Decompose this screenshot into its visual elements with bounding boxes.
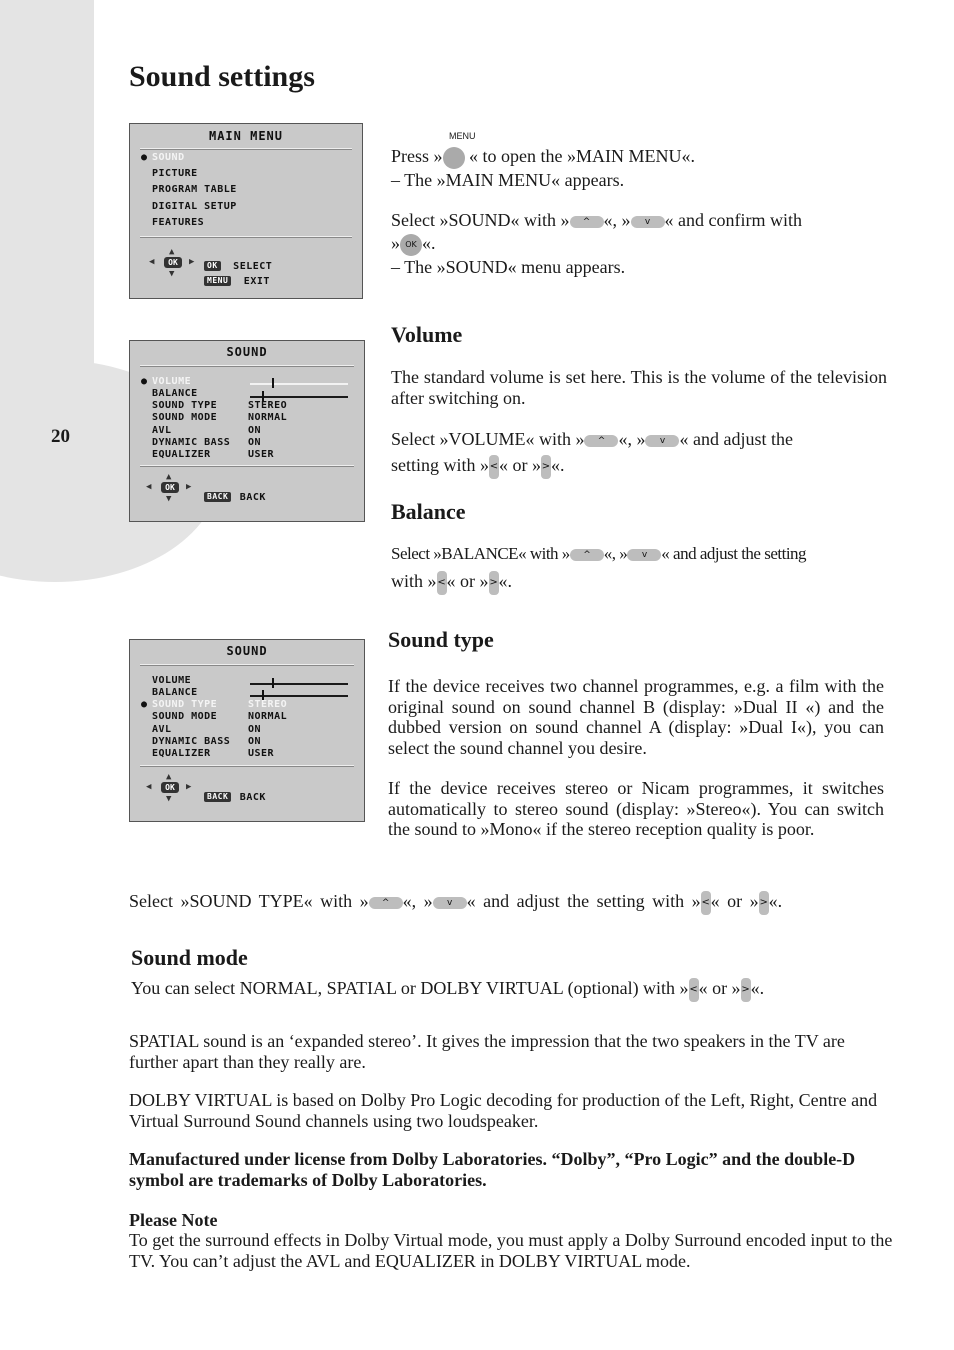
balance-slider: [250, 396, 348, 398]
balance-slider: [250, 695, 348, 697]
menu-item-program-table: PROGRAM TABLE: [152, 184, 237, 195]
right-button-icon: >: [489, 571, 499, 595]
ok-badge: OK: [204, 261, 221, 271]
balance-select: Select »BALANCE« with » ^ «, » v « and adjust the setting: [391, 544, 807, 563]
sound-mode-heading: Sound mode: [131, 945, 248, 970]
sound-item-avl: AVL: [152, 425, 172, 436]
sound-type-value: STEREO: [248, 400, 288, 411]
navigation-pad-icon: ▲ ▼ ◀ ▶ OK: [146, 472, 192, 504]
legend-select: OK SELECT: [204, 261, 272, 272]
dolby-license-text: Manufactured under license from Dolby Laboratories. “Dolby”, “Pro Logic” and the double-D symbol are trademarks of Dolby Laboratories.: [129, 1149, 856, 1190]
sound-type-text-1: If the device receives two channel programmes, e.g. a film with the original sound on sound channel B (display: »Dual II «) and the dubbed version on sound channel A (display: »Dual I«), you can select the sound channel you desire.: [388, 676, 884, 758]
sound-screen-sound-type: [129, 639, 365, 822]
intro-press: Press » « to open the »MAIN MENU«.: [391, 146, 887, 169]
left-button-icon: <: [701, 891, 711, 915]
up-button-icon: ^: [570, 216, 604, 228]
sound-item-balance: BALANCE: [152, 388, 198, 399]
sound-mode-select: You can select NORMAL, SPATIAL or DOLBY VIRTUAL (optional) with »<« or »>«.: [131, 978, 764, 1002]
volume-text: The standard volume is set here. This is the volume of the television after switching on.: [391, 367, 887, 408]
menu-item-picture: PICTURE: [152, 168, 198, 179]
volume-slider: [250, 683, 348, 685]
back-badge: BACK: [204, 792, 231, 802]
intro-appears-main: – The »MAIN MENU« appears.: [391, 170, 625, 190]
dolby-virtual-text: DOLBY VIRTUAL is based on Dolby Pro Logic decoding for production of the Left, Right, Centre and Virtual Surround Sound channels using two loudspeaker.: [129, 1090, 878, 1131]
left-button-icon: <: [689, 978, 699, 1002]
sound-screen-volume: [129, 340, 365, 522]
menu-item-features: FEATURES: [152, 217, 205, 228]
legend-back: BACK BACK: [204, 492, 266, 503]
ok-button-icon: OK: [400, 234, 422, 256]
sound-type-select: Select »SOUND TYPE« with » ^ «, » v « and adjust the setting with »<« or »>«.: [129, 891, 889, 915]
up-button-icon: ^: [369, 897, 403, 909]
selection-dot-icon: ●: [141, 376, 148, 387]
note-heading: Please Note: [129, 1210, 218, 1230]
selection-dot-icon: ●: [141, 699, 148, 710]
main-menu-screen: [129, 123, 363, 299]
sound-item-sound-type: SOUND TYPE: [152, 400, 218, 411]
screen-title: MAIN MENU: [208, 129, 284, 143]
menu-item-sound: SOUND: [152, 152, 185, 163]
sound-mode-value: NORMAL: [248, 412, 288, 423]
screen-title: SOUND: [226, 345, 268, 359]
volume-select: Select »VOLUME« with » ^ «, » v « and adjust the: [391, 429, 793, 449]
legend-exit: MENU EXIT: [204, 276, 270, 287]
note-text: To get the surround effects in Dolby Virtual mode, you must apply a Dolby Surround encoded input to the TV. You can’t adjust the AVL and EQUALIZER in DOLBY VIRTUAL mode.: [129, 1230, 893, 1271]
sound-type-text-2: If the device receives stereo or Nicam programmes, it switches automatically to stereo sound (display: »Stereo«). You can switch the sound to »Mono« if the stereo reception quality is poor.: [388, 778, 884, 839]
sound-item-volume: VOLUME: [152, 376, 192, 387]
down-button-icon: v: [631, 216, 665, 228]
intro-appears-sound: – The »SOUND« menu appears.: [391, 257, 626, 277]
volume-heading: Volume: [391, 322, 463, 347]
navigation-pad-icon: ▲ ▼ ◀ ▶ OK: [146, 772, 192, 804]
equalizer-value: USER: [248, 748, 275, 759]
dynamic-bass-value: ON: [248, 736, 262, 747]
intro-select: Select »SOUND« with » ^ «, » v « and confirm with: [391, 210, 802, 230]
avl-value: ON: [248, 425, 262, 436]
navigation-pad-icon: ▲ ▼ ◀ ▶ OK: [149, 247, 195, 279]
avl-value: ON: [248, 724, 262, 735]
selection-dot-icon: ●: [141, 152, 148, 163]
sound-item-sound-type: SOUND TYPE: [152, 699, 218, 710]
intro-confirm: » OK «.: [391, 233, 436, 256]
right-button-icon: >: [541, 455, 551, 479]
left-button-icon: <: [489, 455, 499, 479]
menu-item-digital-setup: DIGITAL SETUP: [152, 201, 237, 212]
right-button-icon: >: [741, 978, 751, 1002]
screen-title: SOUND: [226, 644, 268, 658]
sound-item-dynamic-bass: DYNAMIC BASS: [152, 736, 231, 747]
side-tab: [0, 0, 94, 402]
sound-mode-value: NORMAL: [248, 711, 288, 722]
dynamic-bass-value: ON: [248, 437, 262, 448]
sound-item-sound-mode: SOUND MODE: [152, 412, 218, 423]
menu-badge: MENU: [204, 276, 231, 286]
sound-type-heading: Sound type: [388, 627, 494, 652]
sound-type-value: STEREO: [248, 699, 288, 710]
volume-slider: [250, 383, 348, 385]
sound-item-balance: BALANCE: [152, 687, 198, 698]
menu-caption: MENU: [449, 131, 476, 141]
balance-heading: Balance: [391, 499, 466, 524]
legend-back: BACK BACK: [204, 792, 266, 803]
right-button-icon: >: [759, 891, 769, 915]
sound-item-equalizer: EQUALIZER: [152, 748, 211, 759]
volume-setting: setting with »<« or »>«.: [391, 455, 565, 479]
balance-with: with »<« or »>«.: [391, 571, 512, 595]
page-title: Sound settings: [129, 60, 315, 93]
equalizer-value: USER: [248, 449, 275, 460]
down-button-icon: v: [433, 897, 467, 909]
sound-item-equalizer: EQUALIZER: [152, 449, 211, 460]
up-button-icon: ^: [584, 435, 618, 447]
menu-button-icon: [443, 147, 465, 169]
back-badge: BACK: [204, 492, 231, 502]
spatial-text: SPATIAL sound is an ‘expanded stereo’. It gives the impression that the two speakers in the TV are further apart than they really are.: [129, 1031, 845, 1072]
sound-item-avl: AVL: [152, 724, 172, 735]
down-button-icon: v: [645, 435, 679, 447]
down-button-icon: v: [627, 549, 661, 561]
sound-item-volume: VOLUME: [152, 675, 192, 686]
left-button-icon: <: [437, 571, 447, 595]
sound-item-sound-mode: SOUND MODE: [152, 711, 218, 722]
sound-item-dynamic-bass: DYNAMIC BASS: [152, 437, 231, 448]
up-button-icon: ^: [570, 549, 604, 561]
page-number: 20: [51, 426, 70, 447]
